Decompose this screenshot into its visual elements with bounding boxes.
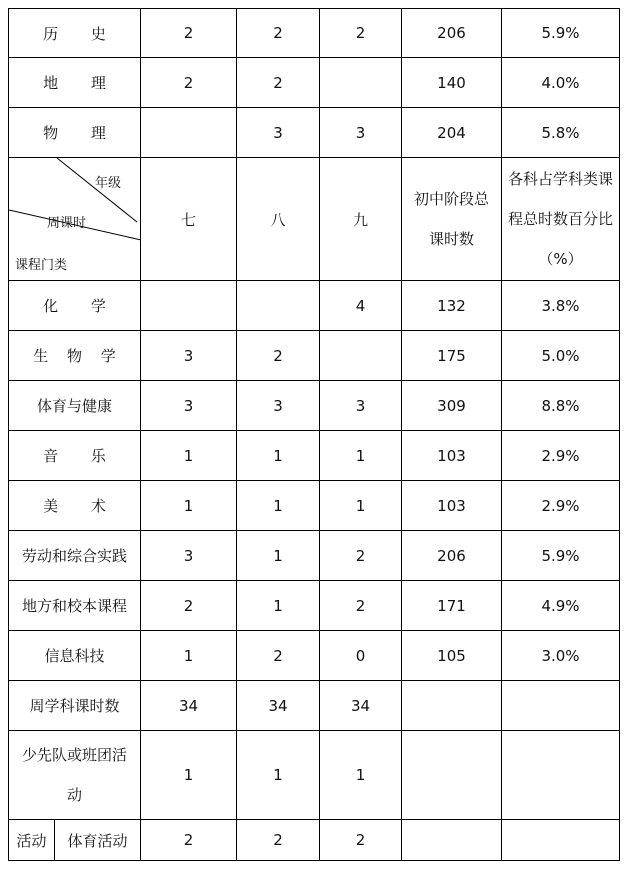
table-row [9,431,620,481]
grade7-cell: 2 [141,58,237,108]
percent-cell: 5.9% [502,9,620,58]
grade7-cell: 1 [141,431,237,481]
subject-cell: 劳动和综合实践 [9,531,141,581]
total-hours-cell: 140 [402,58,502,108]
weekly-total-row [9,681,620,731]
grade7-cell: 2 [141,9,237,58]
percent-cell: 2.9% [502,431,620,481]
grade8-cell: 1 [237,731,320,820]
percent-cell: 4.9% [502,581,620,631]
grade7-cell: 3 [141,381,237,431]
total-hours-cell: 171 [402,581,502,631]
table-row [9,108,620,158]
grade8-cell: 1 [237,581,320,631]
curriculum-hours-table [8,8,620,861]
category-axis-label: 课程门类 [15,258,68,273]
grade7-cell: 1 [141,481,237,531]
subject-cell: 生 物 学 [9,331,141,381]
grade8-cell: 2 [237,58,320,108]
percent-cell: 8.8% [502,381,620,431]
grade9-cell: 3 [320,108,402,158]
activity-group-label: 活动 [9,820,55,861]
grade7-cell [141,108,237,158]
grade9-cell [320,331,402,381]
weekly-hours-axis-label: 周课时 [47,216,87,231]
percent-cell: 2.9% [502,481,620,531]
total-hours-cell [402,681,502,731]
percent-cell [502,731,620,820]
grade8-cell: 2 [237,631,320,681]
weekly-total-label: 周学科课时数 [9,681,141,731]
table-row [9,9,620,58]
pe-activity-label: 体育活动 [55,820,141,861]
total-hours-cell: 309 [402,381,502,431]
subject-cell: 地 理 [9,58,141,108]
total-hours-header: 初中阶段总课时数 [402,158,502,281]
subject-cell: 化 学 [9,281,141,331]
total-hours-cell: 175 [402,331,502,381]
diagonal-header-cell [9,158,141,281]
grade9-cell: 1 [320,481,402,531]
subject-cell: 信息科技 [9,631,141,681]
subject-cell: 地方和校本课程 [9,581,141,631]
grade9-cell: 1 [320,731,402,820]
table-row [9,331,620,381]
subject-cell: 美 术 [9,481,141,531]
percent-cell: 3.0% [502,631,620,681]
grade8-cell: 2 [237,9,320,58]
grade9-cell: 2 [320,581,402,631]
grade8-cell: 1 [237,431,320,481]
grade7-cell: 3 [141,531,237,581]
grade7-cell: 34 [141,681,237,731]
percent-cell: 3.8% [502,281,620,331]
total-hours-cell [402,820,502,861]
table-row [9,281,620,331]
percent-cell [502,681,620,731]
total-hours-cell [402,731,502,820]
grade8-cell: 1 [237,481,320,531]
total-hours-cell: 103 [402,481,502,531]
grade7-cell [141,281,237,331]
grade-header-8: 八 [237,158,320,281]
table-row [9,481,620,531]
percent-cell: 5.9% [502,531,620,581]
grade7-cell: 1 [141,631,237,681]
grade8-cell [237,281,320,331]
grade9-cell: 3 [320,381,402,431]
grade9-cell: 1 [320,431,402,481]
grade9-cell: 4 [320,281,402,331]
grade9-cell: 2 [320,531,402,581]
grade9-cell: 34 [320,681,402,731]
table-row [9,381,620,431]
total-hours-cell: 206 [402,9,502,58]
grade7-cell: 1 [141,731,237,820]
grade9-cell: 2 [320,9,402,58]
pioneer-activity-row [9,731,620,820]
grade9-cell: 2 [320,820,402,861]
grade-header-7: 七 [141,158,237,281]
subject-cell: 历 史 [9,9,141,58]
total-hours-cell: 206 [402,531,502,581]
table-row [9,581,620,631]
percent-cell: 4.0% [502,58,620,108]
subject-cell: 体育与健康 [9,381,141,431]
percent-header: 各科占学科类课程总时数百分比（%） [502,158,620,281]
table-row [9,58,620,108]
grade7-cell: 2 [141,820,237,861]
header-row [9,158,620,281]
total-hours-cell: 103 [402,431,502,481]
grade-axis-label: 年级 [95,176,122,191]
grade9-cell: 0 [320,631,402,681]
grade8-cell: 1 [237,531,320,581]
grade8-cell: 2 [237,331,320,381]
subject-cell: 音 乐 [9,431,141,481]
grade8-cell: 3 [237,381,320,431]
total-hours-cell: 105 [402,631,502,681]
percent-cell: 5.0% [502,331,620,381]
grade7-cell: 3 [141,331,237,381]
grade8-cell: 2 [237,820,320,861]
grade7-cell: 2 [141,581,237,631]
grade-header-9: 九 [320,158,402,281]
table-row [9,531,620,581]
total-hours-cell: 132 [402,281,502,331]
pe-activity-row [9,820,620,861]
table-row [9,631,620,681]
pioneer-activity-label: 少先队或班团活动 [9,731,141,820]
percent-cell: 5.8% [502,108,620,158]
total-hours-cell: 204 [402,108,502,158]
percent-cell [502,820,620,861]
grade8-cell: 3 [237,108,320,158]
grade8-cell: 34 [237,681,320,731]
grade9-cell [320,58,402,108]
subject-cell: 物 理 [9,108,141,158]
